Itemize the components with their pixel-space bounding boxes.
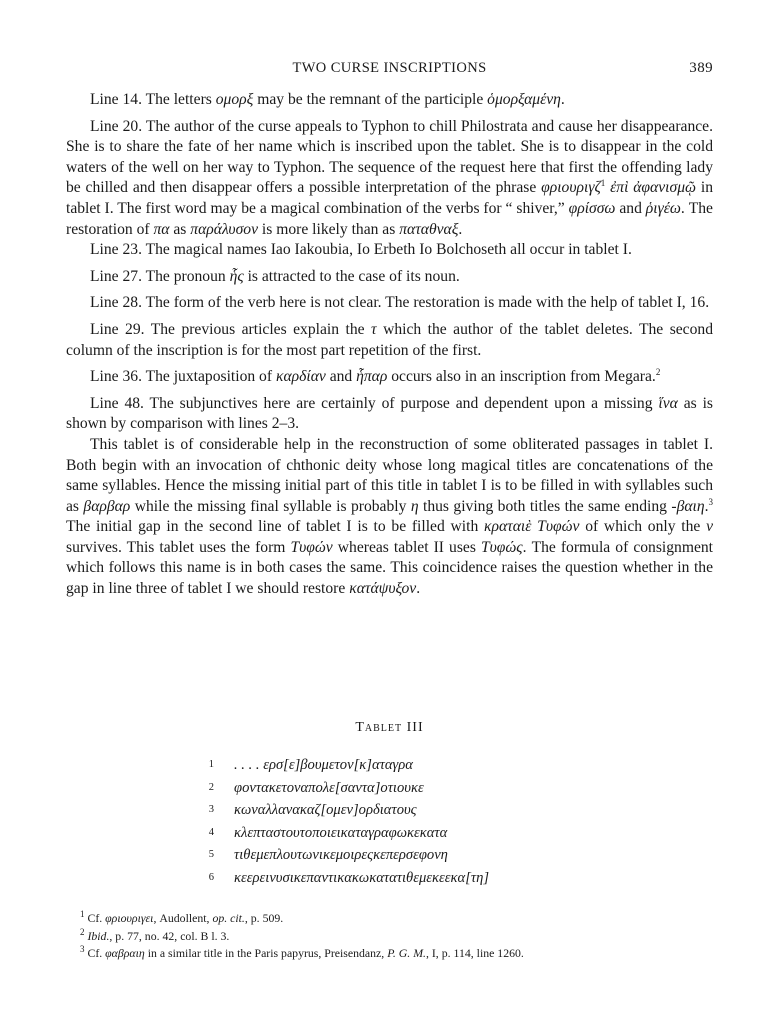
text-run: thus giving both titles the same ending - <box>418 497 677 515</box>
text-run: and <box>325 368 357 386</box>
text-run: , p. 509. <box>244 911 284 925</box>
text-run: . <box>458 220 463 238</box>
running-title: TWO CURSE INSCRIPTIONS <box>292 60 487 76</box>
line-text: κλεπταστουτοποιεικαταγραφωκεκατα <box>234 824 448 841</box>
greek-word: ῥιγέω <box>645 199 681 217</box>
text-run: and <box>615 199 646 217</box>
line-text: φοντακετοναπολε[σαντα]οτιουκε <box>234 779 424 796</box>
text-run: , Audollent, <box>153 911 213 925</box>
text-run: . <box>704 497 709 515</box>
line-number: 1 <box>208 759 214 770</box>
footnotes <box>66 910 713 963</box>
paragraph-line-27 <box>66 267 713 288</box>
line-text: . . . . ερσ[ε]βουμετον[κ]αταγρα <box>234 757 413 773</box>
greek-word: ομορξ <box>215 91 254 108</box>
paragraph-line-20 <box>66 117 713 241</box>
tablet-line <box>200 847 640 870</box>
text-run: . The formula of consignment which follows this name is in both cases the same. This coincidence raises the question whether in the gap in line three of tablet I we should restore <box>66 538 714 598</box>
paragraph-line-28: Line 28. The form of the verb here is not clear. The restoration is made with the help of tablet I, 16. <box>90 294 710 312</box>
paragraph-summary <box>66 435 713 600</box>
greek-word: ἵνα <box>658 394 678 412</box>
greek-word: Τυφώς <box>480 538 523 556</box>
text-run: , p. 77, no. 42, col. B l. 3. <box>109 928 230 943</box>
footnote-1 <box>66 910 713 928</box>
text-run: Line 48. The subjunctives here are certainly of purpose and dependent upon a missing <box>90 394 659 412</box>
greek-word: φρίσσω <box>568 199 616 217</box>
text-run: which the author of the tablet deletes. The second column of the inscription is for the most part repetition of the first. <box>66 320 713 359</box>
text-run: . The restoration of <box>66 199 713 238</box>
greek-word: κατάψυξον <box>349 580 417 598</box>
greek-word: φριουριγει <box>105 911 154 925</box>
tablet-line <box>200 780 640 803</box>
footnote-number: 2 <box>80 926 85 937</box>
line-text: κεερεινυσικεπαντικακωκατατιθεμεκεεκα[τη] <box>234 869 490 886</box>
greek-word: παράλυσον <box>190 220 259 238</box>
greek-word: ν <box>706 518 713 536</box>
greek-word: πα <box>153 220 170 238</box>
greek-word: καρδίαν <box>275 368 326 386</box>
text-run: Line 29. The previous articles explain the <box>90 320 372 338</box>
line-text: κωναλλανακαζ[ομεν]ορδιατους <box>234 802 417 819</box>
running-header <box>66 60 713 78</box>
text-run: survives. This tablet uses the form <box>66 538 291 556</box>
line-number: 3 <box>208 804 214 816</box>
text-run: while the missing final syllable is probably <box>130 497 411 515</box>
tablet-line <box>200 757 640 780</box>
footnote-2 <box>66 928 713 946</box>
greek-word: Τυφών <box>290 538 333 556</box>
greek-word: φριουριγζ <box>541 179 601 197</box>
greek-word: ἧς <box>229 267 244 285</box>
footnote-number: 3 <box>80 944 85 955</box>
citation-abbrev: P. G. M. <box>387 946 426 961</box>
greek-word: ἧπαρ <box>356 368 388 386</box>
line-number: 5 <box>208 849 214 861</box>
footnote-ref-1[interactable]: 1 <box>600 178 606 189</box>
paragraph-line-23: Line 23. The magical names Iao Iakoubia, Io Erbeth Io Bolchoseth all occur in tablet I. <box>90 241 632 259</box>
text-run: Cf. <box>87 946 106 961</box>
greek-word: τ <box>371 320 377 338</box>
text-run: , I, p. 114, line 1260. <box>425 946 524 961</box>
text-run: Cf. <box>87 911 106 925</box>
text-run: Line 20. The author of the curse appeals to Typhon to chill Philostrata and cause her disappearance. She is to share the fate of her name which is inscribed upon the tablet. She is to disappear in the cold waters of the well on her way to Typhon. The sequence of the request here that first the offending lady be chilled and then disappear offers a possible interpretation of the phrase <box>66 117 713 197</box>
citation-abbrev: Ibid. <box>87 928 110 943</box>
tablet-transcription <box>200 757 640 893</box>
line-number: 4 <box>208 826 214 838</box>
paragraph-line-29 <box>66 320 713 361</box>
text-run: . <box>416 580 421 598</box>
text-run: . <box>560 91 565 108</box>
text-run: Line 36. The juxtaposition of <box>90 368 276 386</box>
text-run: in tablet I. The first word may be a magical combination of the verbs for “ shiver,” <box>66 179 713 217</box>
text-run: may be the remnant of the participle <box>253 91 488 108</box>
page-number: 389 <box>689 60 713 76</box>
footnote-ref-2[interactable]: 2 <box>655 366 661 377</box>
text-run: Line 14. The letters <box>90 91 216 108</box>
greek-word: φαβραιη <box>105 946 145 961</box>
line-number: 6 <box>208 871 214 883</box>
body-text <box>66 90 713 606</box>
text-run: of which only the <box>579 518 707 536</box>
footnote-ref-3[interactable]: 3 <box>708 496 713 507</box>
greek-word: βαρβαρ <box>83 497 131 515</box>
text-run: Line 27. The pronoun <box>90 267 230 285</box>
paragraph-line-14 <box>66 90 713 111</box>
greek-word: ὁμορξαμένη <box>487 91 561 108</box>
paragraph-line-36 <box>66 367 713 388</box>
text-run: This tablet is of considerable help in the reconstruction of some obliterated passages in tablet I. Both begin with an invocation of chthonic deity whose long magical titles are concatenations of the same syllables. Hence the missing initial part of this title in tablet I is to be filled in with syllables such as <box>66 435 713 515</box>
footnote-3 <box>66 945 713 963</box>
paragraph-line-48 <box>66 394 713 435</box>
footnote-number: 1 <box>80 909 85 920</box>
greek-word: η <box>410 497 419 515</box>
text-run: The initial gap in the second line of tablet I is to be filled with <box>66 518 485 536</box>
text-run: is attracted to the case of its noun. <box>243 267 460 285</box>
text-run: is more likely than as <box>258 220 400 238</box>
greek-word: παταθναξ <box>399 220 459 238</box>
tablet-heading: Tablet III <box>355 720 424 735</box>
line-number: 2 <box>208 781 214 793</box>
greek-word: ἐπὶ ἀφανισμῷ <box>605 179 697 197</box>
citation-abbrev: op. cit. <box>212 911 245 925</box>
text-run: as <box>169 220 191 238</box>
tablet-line <box>200 802 640 825</box>
tablet-line <box>200 870 640 893</box>
greek-word: κραταιὲ Τυφών <box>484 518 580 536</box>
text-run: as is shown by comparison with lines 2–3. <box>66 394 714 433</box>
text-run: whereas tablet II uses <box>332 538 481 556</box>
text-run: in a similar title in the Paris papyrus, Preisendanz, <box>144 946 388 961</box>
tablet-line <box>200 825 640 848</box>
text-run: occurs also in an inscription from Megara. <box>387 368 656 386</box>
greek-word: βαιη <box>676 497 705 515</box>
line-text: τιθεμεπλουτωνικεμοιρεςκεπερσεφονη <box>234 847 448 864</box>
